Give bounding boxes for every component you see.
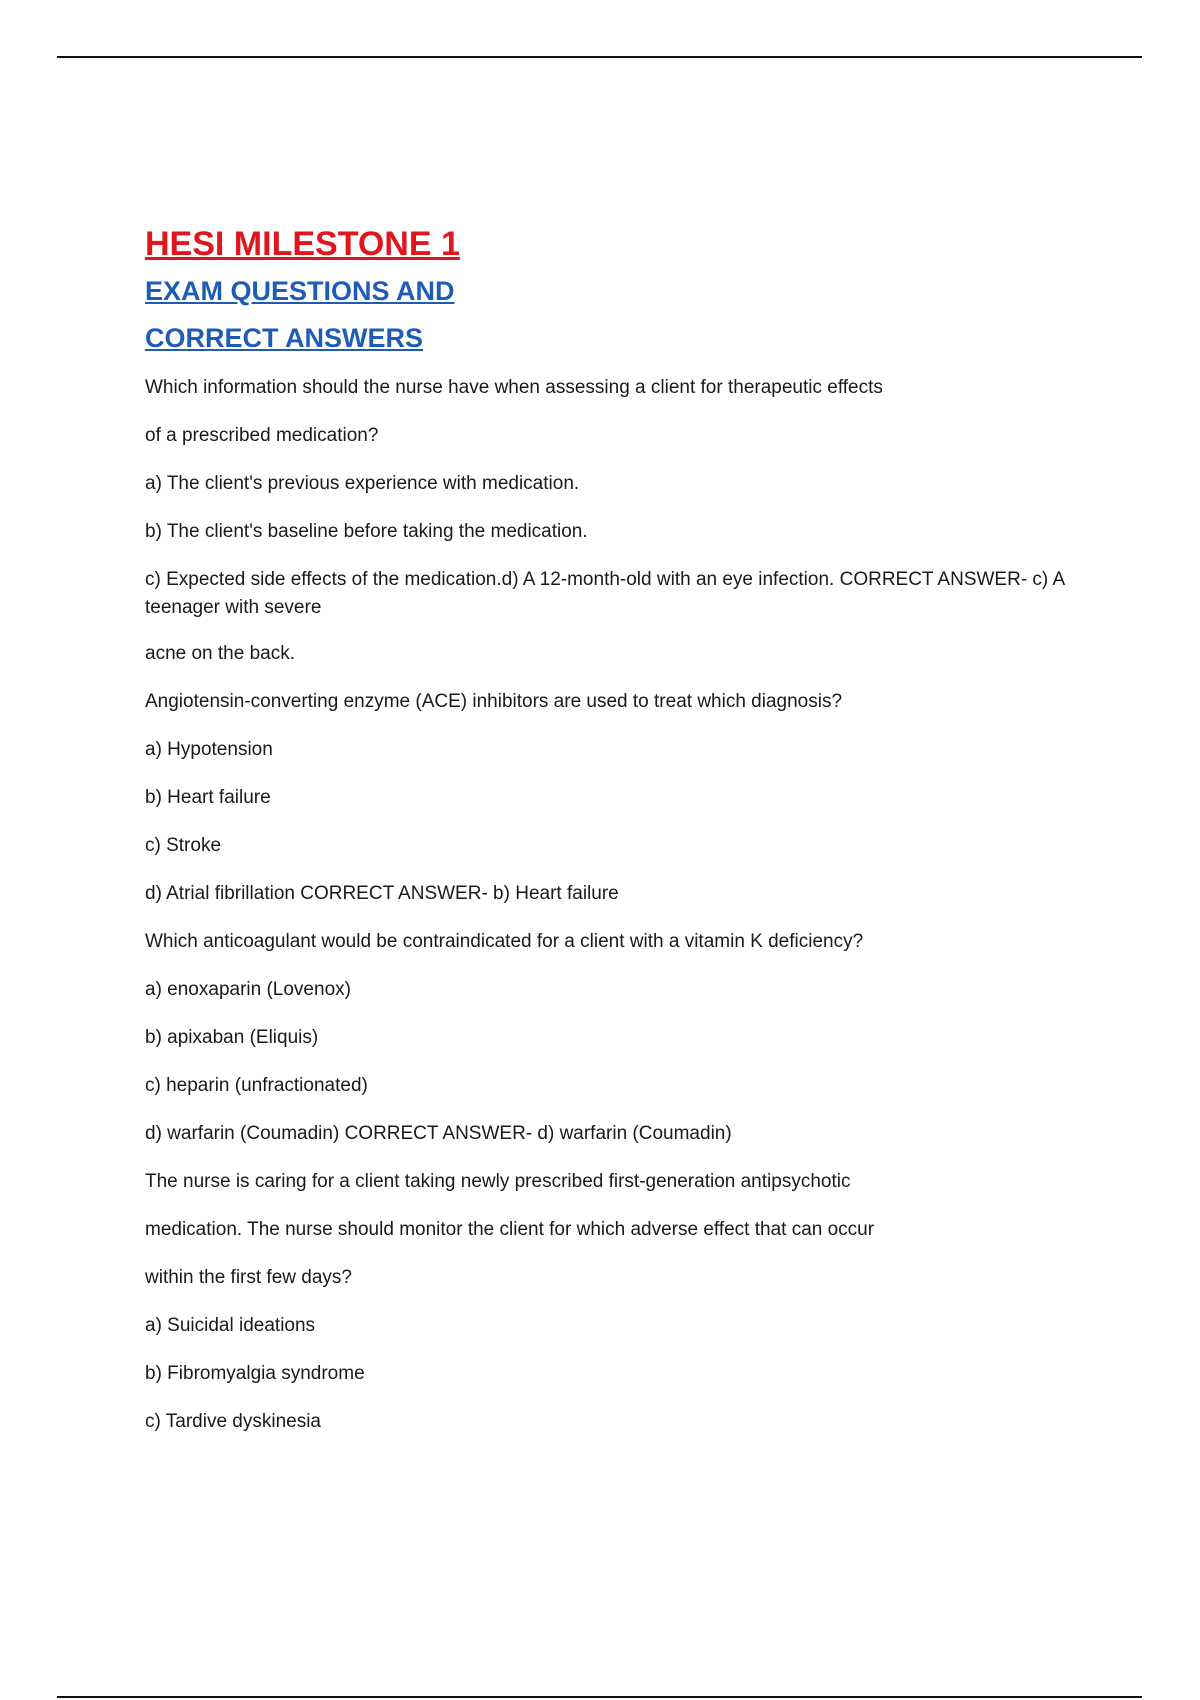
text-line: b) Fibromyalgia syndrome [145,1362,365,1384]
text-line: b) Heart failure [145,786,271,808]
text-line: b) The client's baseline before taking the medication. [145,520,588,542]
question-list [145,374,1105,1436]
document-body [145,226,1105,1456]
text-line: d) Atrial fibrillation CORRECT ANSWER- b) Heart failure [145,882,619,904]
document-subtitle-line2: CORRECT ANSWERS [145,323,424,354]
text-line: medication. The nurse should monitor the client for which adverse effect that can occur [145,1218,875,1240]
text-line: a) Hypotension [145,738,273,760]
text-line: acne on the back. [145,642,295,664]
document-title: HESI MILESTONE 1 [145,225,460,263]
text-line: Which anticoagulant would be contraindicated for a client with a vitamin K deficiency? [145,930,864,952]
document-subtitle-line1: EXAM QUESTIONS AND [145,276,455,307]
text-line: The nurse is caring for a client taking newly prescribed first-generation antipsychotic [145,1170,851,1192]
top-rule [57,56,1142,58]
text-line: Which information should the nurse have when assessing a client for therapeutic effects [145,376,883,398]
text-line: a) Suicidal ideations [145,1314,316,1336]
text-line: c) Expected side effects of the medication.d) A 12-month-old with an eye infection. CORRECT ANSWER- c) A teenager with severe [145,568,1070,618]
text-line: a) enoxaparin (Lovenox) [145,978,351,1000]
text-line: c) heparin (unfractionated) [145,1074,368,1096]
bottom-rule [57,1696,1142,1698]
text-line: d) warfarin (Coumadin) CORRECT ANSWER- d) warfarin (Coumadin) [145,1122,732,1144]
text-line: within the first few days? [145,1266,352,1288]
text-line: Angiotensin-converting enzyme (ACE) inhibitors are used to treat which diagnosis? [145,690,843,712]
text-line: c) Tardive dyskinesia [145,1410,322,1432]
text-line: c) Stroke [145,834,222,856]
text-line: a) The client's previous experience with medication. [145,472,580,494]
text-line: of a prescribed medication? [145,424,379,446]
text-line: b) apixaban (Eliquis) [145,1026,319,1048]
